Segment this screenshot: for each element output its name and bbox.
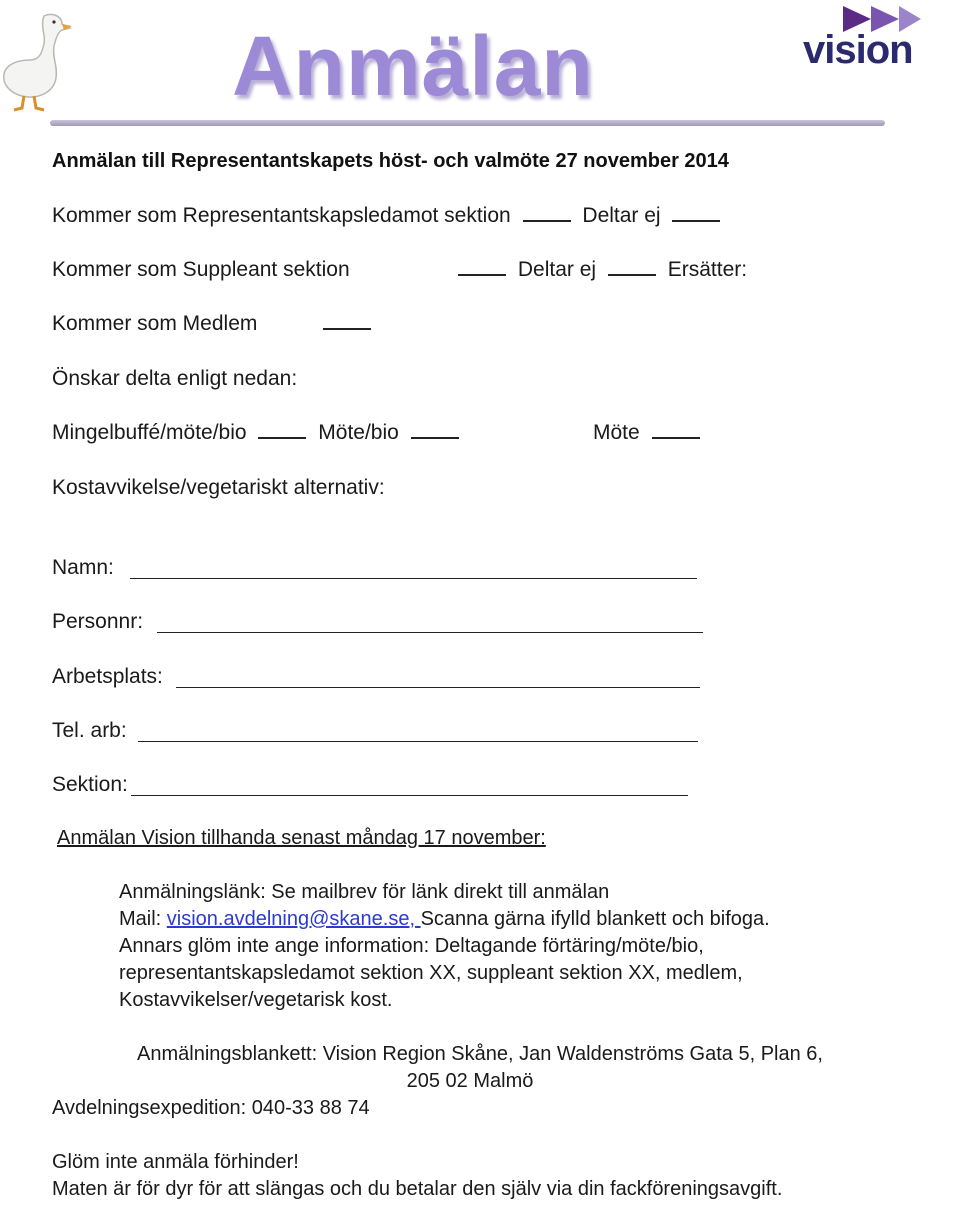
info-line-3: Annars glöm inte ange information: Deltagande förtäring/möte/bio, [119,935,704,957]
option-mote-bio-blank[interactable] [411,421,459,439]
personnr-field[interactable] [157,632,703,633]
workplace-field[interactable] [176,687,700,688]
row1-deltar-ej-blank[interactable] [672,204,720,222]
section-label: Sektion: [52,773,128,796]
deadline-notice: Anmälan Vision tillhanda senast måndag 17 november: [57,827,546,849]
row3-medlem-blank[interactable] [323,312,371,330]
tel-label: Tel. arb: [52,719,127,742]
option-mingelbuffe-label: Mingelbuffé/möte/bio [52,421,247,444]
row4-label: Önskar delta enligt nedan: [52,367,298,390]
mail-prefix: Mail: [119,908,167,930]
mail-line [119,908,770,931]
header-divider [50,120,885,126]
row2-section-blank[interactable] [458,258,506,276]
section-field[interactable] [131,795,688,796]
row1-section-blank[interactable] [523,204,571,222]
row-representantskapsledamot [52,204,726,228]
tel-field[interactable] [138,741,698,742]
mail-suffix: Scanna gärna ifylld blankett och bifoga. [420,908,770,930]
personnr-label: Personnr: [52,610,144,633]
info-line-4: representantskapsledamot sektion XX, suppleant sektion XX, medlem, [119,962,743,984]
workplace-label: Arbetsplats: [52,665,163,688]
row2-deltar-ej-label: Deltar ej [517,258,597,281]
logo-text: vision [803,28,913,72]
row-suppleant-options [452,258,747,282]
row2-ersatter-label: Ersätter: [667,258,748,281]
name-label: Namn: [52,556,114,579]
page-title: Anmälan [232,19,594,113]
row2-deltar-ej-blank[interactable] [608,258,656,276]
option-row-left [52,421,465,445]
row1-deltar-ej-label: Deltar ej [582,204,661,227]
row2-label: Kommer som Suppleant sektion [52,258,350,281]
registration-link-info: Anmälningslänk: Se mailbrev för länk direkt till anmälan [119,881,610,903]
diet-label: Kostavvikelse/vegetariskt alternativ: [52,476,385,499]
form-heading: Anmälan till Representantskapets höst- och valmöte 27 november 2014 [52,150,729,172]
row3-label: Kommer som Medlem [52,312,258,335]
option-row-right [593,421,706,445]
option-mote-blank[interactable] [652,421,700,439]
option-mote-bio-label: Möte/bio [318,421,399,444]
address-line-2: 205 02 Malmö [406,1070,534,1092]
reminder-1: Glöm inte anmäla förhinder! [52,1151,299,1173]
option-mingelbuffe-blank[interactable] [258,421,306,439]
row1-label: Kommer som Representantskapsledamot sektion [52,204,511,227]
option-mote-label: Möte [593,421,640,444]
address-line-1: Anmälningsblankett: Vision Region Skåne, Jan Waldenströms Gata 5, Plan 6, [137,1043,823,1065]
name-field[interactable] [130,578,697,579]
office-phone: Avdelningsexpedition: 040-33 88 74 [52,1097,370,1119]
goose-illustration [0,8,80,113]
email-link[interactable]: vision.avdelning@skane.se, [166,908,421,930]
row-medlem-blank-wrap [317,312,377,336]
info-line-5: Kostavvikelser/vegetarisk kost. [119,989,393,1011]
reminder-2: Maten är för dyr för att slängas och du betalar den själv via din fackföreningsavgift. [52,1178,783,1200]
vision-logo [803,2,958,72]
